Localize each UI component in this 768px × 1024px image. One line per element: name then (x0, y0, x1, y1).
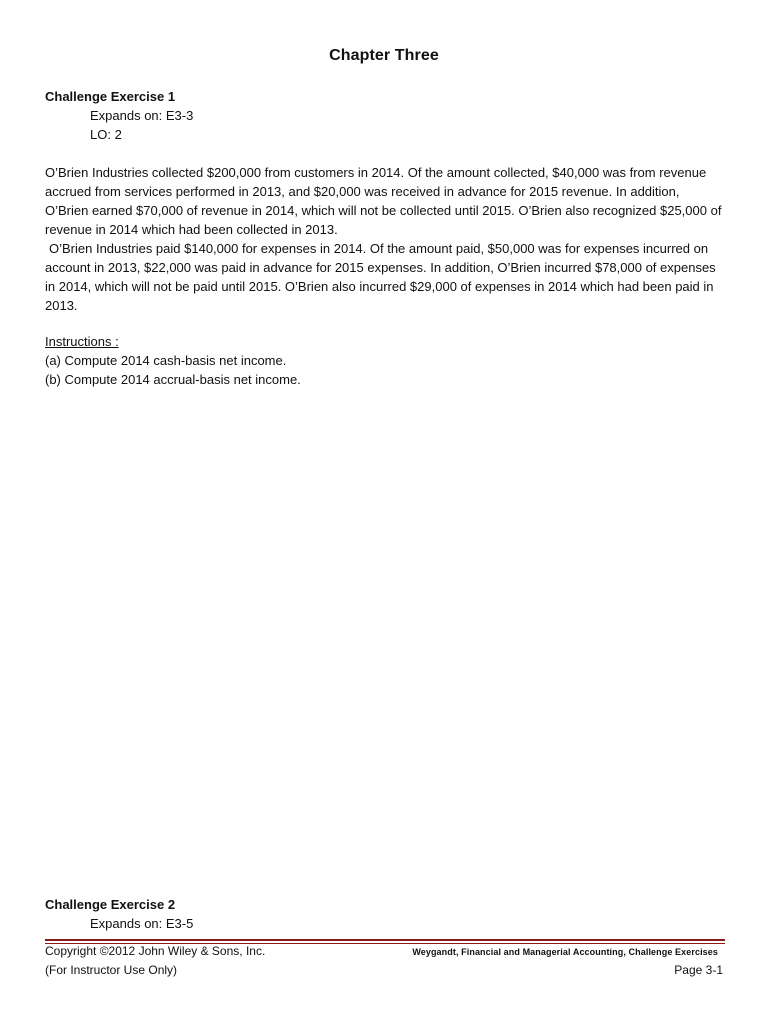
instruction-a: (a) Compute 2014 cash-basis net income. (45, 353, 287, 368)
footer-instructor-note: (For Instructor Use Only) (45, 963, 178, 977)
exercise-1-expands-on: Expands on: E3-3 (90, 108, 194, 123)
exercise-1-learning-objective: LO: 2 (90, 127, 122, 142)
exercise-1-body (45, 163, 725, 315)
exercise-1-expense-paragraph: O’Brien Industries paid $140,000 for expenses in 2014. Of the amount paid, $50,000 was for expenses incurred on account in 2013, $22,000 was paid in advance for 2015 expenses. In addition, O’Brien incurred $78,000 of expenses in 2014, which will not be paid until 2015. O’Brien also incurred $29,000 of expenses in 2014 which had been paid in 2013. (45, 241, 716, 313)
exercise-1-revenue-paragraph: O’Brien Industries collected $200,000 from customers in 2014. Of the amount collected, $40,000 was from revenue accrued from services performed in 2013, and $20,000 was received in advance for 2015 revenue. In addition, O’Brien earned $70,000 of revenue in 2014, which will not be collected until 2015. O’Brien also recognized $25,000 of revenue in 2014 which had been collected in 2013. (45, 165, 722, 237)
footer-rule (45, 939, 725, 941)
footer-page-number: Page 3-1 (674, 963, 723, 977)
chapter-title: Chapter Three (329, 47, 439, 64)
footer-book-title: Weygandt, Financial and Managerial Accounting, Challenge Exercises (412, 947, 718, 957)
exercise-1-heading: Challenge Exercise 1 (45, 89, 176, 104)
exercise-2-heading: Challenge Exercise 2 (45, 897, 176, 912)
exercise-1-instructions (45, 332, 301, 389)
instructions-label: Instructions : (45, 334, 119, 349)
instruction-b: (b) Compute 2014 accrual-basis net income. (45, 372, 301, 387)
footer-copyright: Copyright ©2012 John Wiley & Sons, Inc. (45, 944, 266, 958)
exercise-2-expands-on: Expands on: E3-5 (90, 916, 194, 931)
